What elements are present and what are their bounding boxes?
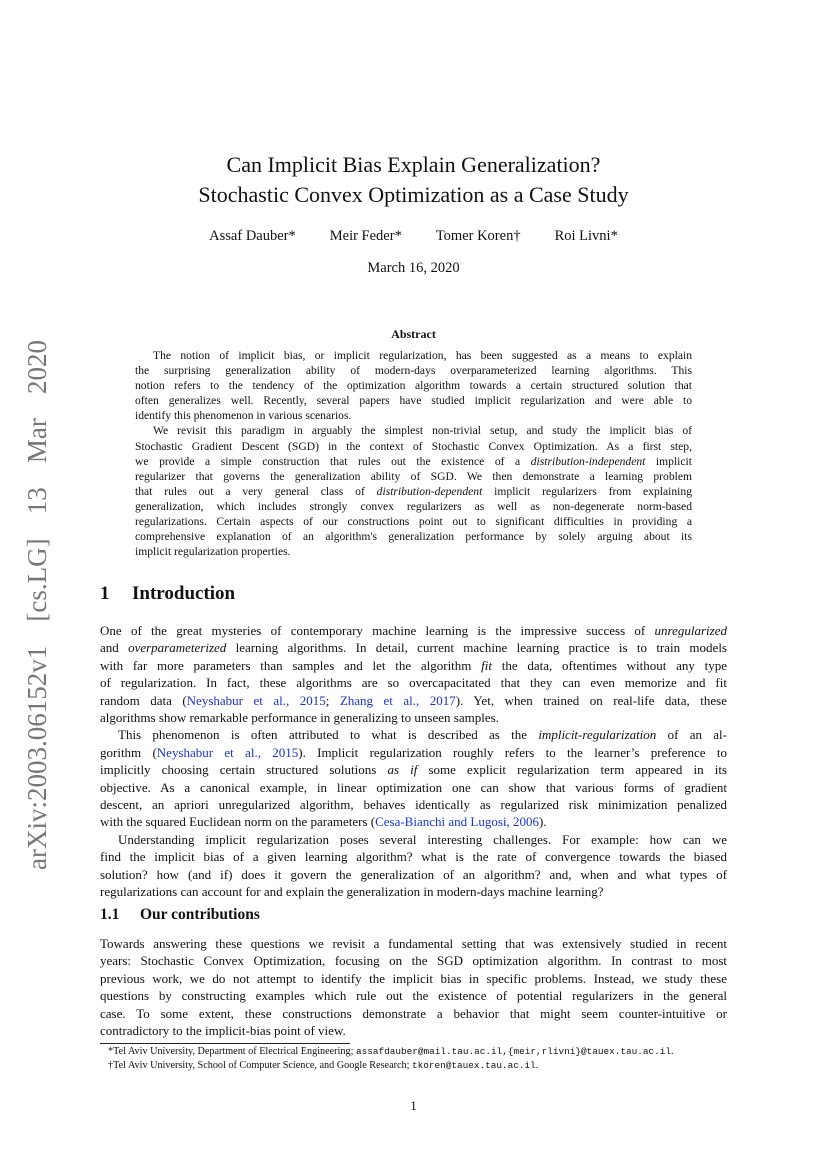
text-run: implicitly choosing certain structured solutions (100, 762, 388, 778)
paper-date: March 16, 2020 (367, 260, 460, 276)
text-line: implicit regularization properties. (135, 545, 291, 559)
abstract (135, 348, 692, 559)
text-line: Understanding implicit regularization poses several interesting challenges. For example: how can we (118, 831, 727, 847)
text-run: and (100, 640, 129, 656)
introduction-body (100, 622, 727, 901)
text-line: often generalizes well. Recently, several papers have studied implicit regularization and were able to (135, 394, 692, 408)
text-run: . (671, 1046, 674, 1057)
author: Roi Livni* (554, 228, 618, 244)
text-line: case. To some extent, these constructions demonstrate a behavior that might seem counter-intuitive or (100, 1005, 727, 1021)
author: Assaf Dauber* (209, 228, 296, 244)
text-line: algorithms show remarkable performance in generalizing to unseen samples. (100, 710, 499, 726)
text-line: contradictory to the implicit-bias point of view. (100, 1023, 346, 1039)
text-line: comprehensive explanation of an algorithm's generalization performance by solely arguing about its (135, 530, 692, 544)
emphasis: fit (481, 657, 492, 673)
arxiv-identifier: arXiv:2003.06152v1 [cs.LG] 13 Mar 2020 (22, 340, 52, 870)
text-line (100, 639, 727, 656)
text-run: ). Yet, when trained on real-life data, these (455, 692, 727, 708)
text-run: we provide a simple construction that rules out the existence of a (135, 454, 531, 468)
footnote-rule (100, 1043, 350, 1044)
text-line (100, 657, 727, 674)
email-address: assafdauber@mail.tau.ac.il,{meir,rlivni}@tauex.tau.ac.il (355, 1046, 672, 1057)
author: Meir Feder* (329, 228, 402, 244)
section-title: Introduction (132, 583, 236, 604)
text-run: ). (539, 814, 547, 830)
text-line (100, 692, 727, 709)
emphasis: overparameterized (128, 640, 227, 656)
text-line: regularizations can account for and explain the generalization in modern-days machine learning? (100, 884, 604, 900)
page-number: 1 (410, 1098, 417, 1113)
text-line: Towards answering these questions we revisit a fundamental setting that was extensively studied in recent (100, 936, 727, 951)
text-line: descent, an apriori unregularized algorithm, behaves identically as regularized risk minimization penalized (100, 797, 727, 813)
text-run: of an al- (656, 727, 728, 743)
text-line: objective. As a canonical example, in linear optimization one can show that various forms of gradient (100, 779, 727, 795)
text-line: find the implicit bias of a given learning algorithm? what is the rate of convergence towards the biased (100, 849, 727, 865)
footnote (108, 1059, 538, 1073)
text-run: implicit regularizers from explaining (482, 484, 692, 498)
text-line (100, 744, 727, 761)
section-number: 1.1 (100, 906, 120, 923)
emphasis: unregularized (654, 623, 727, 638)
text-line (100, 622, 727, 639)
subsection-contributions-heading (100, 906, 727, 923)
text-run: . (535, 1060, 539, 1071)
abstract-paragraph (135, 348, 692, 423)
paragraph (100, 935, 727, 1039)
abstract-paragraph (135, 423, 692, 559)
text-line: of regularization. In fact, these algorithms are so overcapacitated that they can even memorize and fit (100, 675, 727, 691)
text-line: the surprising generalization ability of modern-days overparameterized learning algorithms. This (135, 364, 692, 378)
text-run: implicit (645, 454, 692, 468)
text-run: This phenomenon is often attributed to what is described as the (118, 727, 539, 743)
text-line: Stochastic Gradient Descent (SGD) in the context of Stochastic Convex Optimization. As a first step, (135, 439, 692, 453)
text-run: learning algorithms. In detail, current machine learning practice is to train models (226, 640, 727, 656)
section-title: Our contributions (140, 906, 260, 923)
title-line: Can Implicit Bias Explain Generalization? (226, 152, 601, 177)
emphasis: implicit-regularization (538, 727, 657, 743)
text-line: years: Stochastic Convex Optimization, focusing on the SGD optimization algorithm. In contrast to most (100, 953, 727, 969)
section-introduction-heading (100, 585, 727, 602)
footnote (108, 1045, 674, 1059)
text-line (135, 484, 692, 499)
paragraph (100, 726, 727, 830)
emphasis: as if (387, 762, 418, 778)
text-line: identify this phenomenon in various scenarios. (135, 409, 352, 423)
section-number: 1 (100, 583, 110, 604)
abstract-heading: Abstract (391, 327, 436, 341)
emphasis: distribution-dependent (376, 484, 483, 498)
citation-link[interactable]: Zhang et al., 2017 (339, 692, 456, 708)
text-run: with far more parameters than samples and let the algorithm (100, 657, 482, 673)
paragraph (100, 622, 727, 726)
citation-link[interactable]: Neyshabur et al., 2015 (186, 692, 326, 708)
text-run: random data ( (100, 692, 187, 708)
author: Tomer Koren† (435, 228, 521, 244)
text-line: regularizations. Certain aspects of our constructions point out to significant difficulties in providing a (135, 515, 692, 529)
text-line (100, 726, 727, 743)
text-line: questions by constructing examples which rule out the existence of potential regularizers in the general (100, 988, 727, 1004)
text-run: ). Implicit regularization roughly refers to the learner’s preference to (298, 744, 727, 760)
text-line: We revisit this paradigm in arguably the simplest non-trivial setup, and study the implicit bias of (153, 424, 692, 438)
text-run: with the squared Euclidean norm on the parameters ( (100, 814, 376, 830)
text-line: solution? how (and if) does it govern the generalization of an algorithm? and, when and what types of (100, 866, 727, 882)
paragraph (100, 831, 727, 901)
text-run: that rules out a very general class of (135, 484, 377, 498)
text-line: notion refers to the tendency of the optimization algorithm towards a certain structured solution that (135, 379, 692, 393)
emphasis: distribution-independent (530, 454, 646, 468)
author-list (0, 228, 827, 245)
citation-link[interactable]: Neyshabur et al., 2015 (156, 744, 299, 760)
text-line: generalization, which includes strongly convex regularizers as well as non-degenerate norm-based (135, 499, 692, 513)
text-run: some explicit regularization term appeared in its (417, 762, 727, 778)
text-line: The notion of implicit bias, or implicit regularization, has been suggested as a means to explain (153, 349, 692, 362)
title-line: Stochastic Convex Optimization as a Case Study (198, 182, 629, 207)
text-run: †Tel Aviv University, School of Computer Science, and Google Research; (108, 1060, 412, 1071)
text-run: gorithm ( (100, 744, 157, 760)
contributions-body (100, 935, 727, 1039)
text-line: regularizer that governs the generalization ability of SGD. We then demonstrate a learning problem (135, 469, 692, 483)
text-run: *Tel Aviv University, Department of Electrical Engineering; (108, 1046, 356, 1057)
paper-title (0, 150, 827, 210)
text-run: One of the great mysteries of contemporary machine learning is the impressive success of (100, 623, 655, 638)
email-address: tkoren@tauex.tau.ac.il (412, 1060, 536, 1071)
text-line (100, 813, 727, 830)
text-line (135, 454, 692, 469)
text-line: previous work, we do not attempt to identify the implicit bias in specific problems. Instead, we study these (100, 970, 727, 986)
text-line (100, 761, 727, 778)
text-run: the data, oftentimes without any type (492, 657, 727, 673)
citation-link[interactable]: Cesa-Bianchi and Lugosi, 2006 (375, 814, 539, 830)
text-run: ; (325, 692, 340, 708)
